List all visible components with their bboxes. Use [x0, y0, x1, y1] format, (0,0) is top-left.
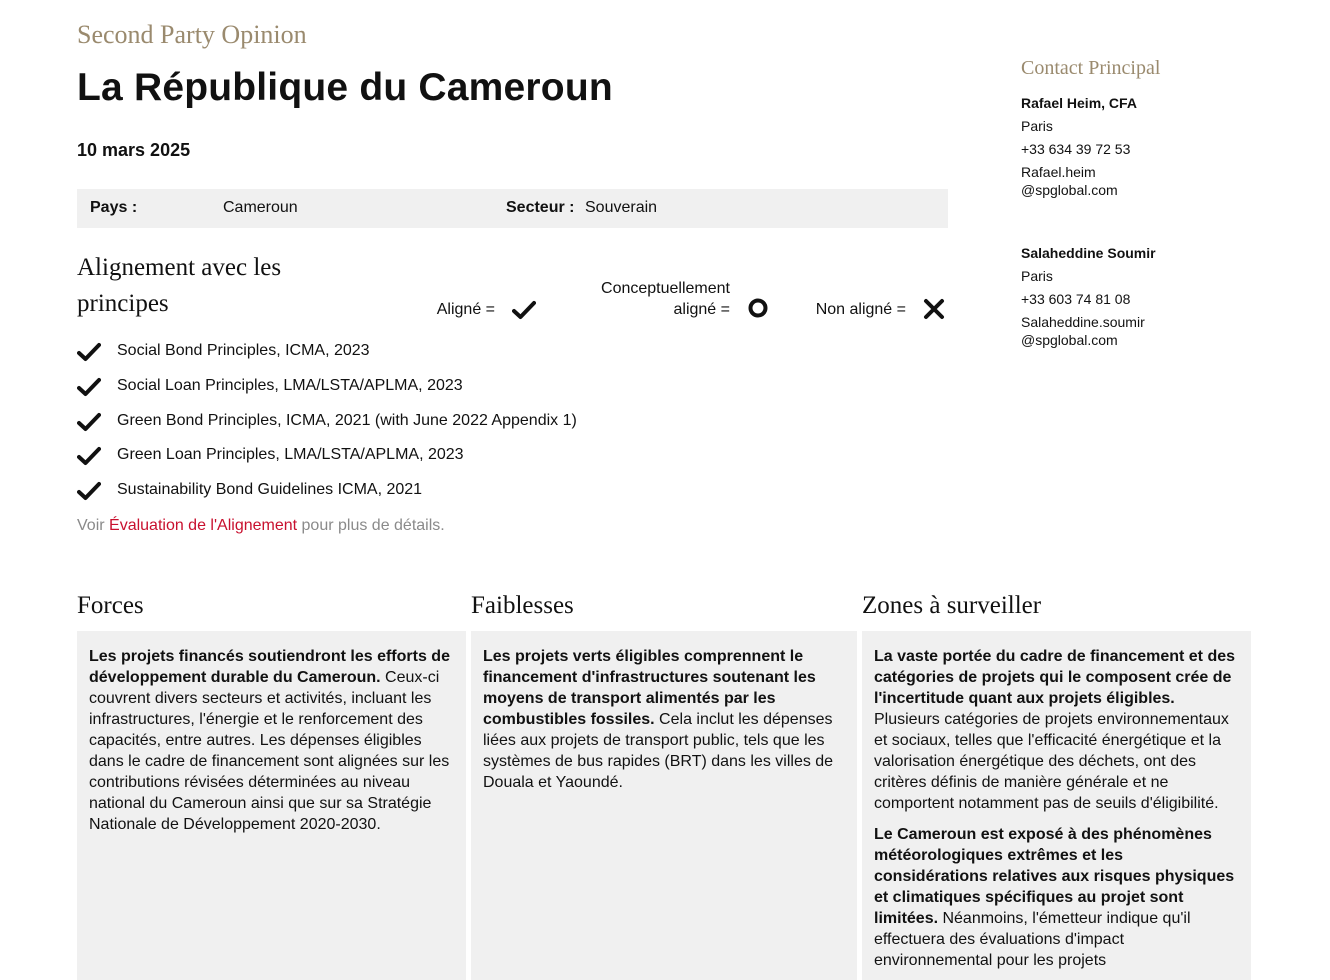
page-title: La République du Cameroun [77, 66, 613, 109]
contact-name: Salaheddine Soumir [1021, 245, 1156, 261]
country-label: Pays : [90, 199, 138, 216]
sector-label: Secteur : [506, 199, 575, 216]
alignment-heading-line1: Alignement avec les [77, 254, 282, 281]
faiblesses-paragraph [483, 646, 845, 793]
check-icon [77, 412, 101, 432]
contact-email-line1: Salaheddine.soumir [1021, 314, 1145, 330]
contact-phone[interactable]: +33 634 39 72 53 [1021, 141, 1131, 157]
zones-paragraph [874, 646, 1239, 814]
zones-heading: Zones à surveiller [862, 592, 1042, 619]
contact-email-line1: Rafael.heim [1021, 164, 1096, 180]
info-bar [77, 189, 948, 228]
list-item [77, 340, 577, 375]
list-item [77, 479, 577, 514]
principle-label: Green Bond Principles, ICMA, 2021 (with June 2022 Appendix 1) [117, 411, 577, 429]
faiblesses-panel [471, 631, 857, 980]
legend-not-aligned-label: Non aligné = [815, 301, 906, 318]
zones-text: Plusieurs catégories de projets environnementaux et sociaux, telles que l'efficacité énergétique et la valorisation énergétique des déchets, ont des critères définis de manière générale et ne comportent notamment pas de seuils d'éligibilité. [874, 711, 1229, 812]
zones-bold: Le Cameroun est exposé à des phénomènes météorologiques extrêmes et les considérations relatives aux risques physiques et climatiques spécifiques au projet sont limitées. [874, 826, 1235, 927]
contact-email[interactable] [1021, 313, 1156, 349]
contact-email-line2: @spglobal.com [1021, 182, 1118, 198]
list-item [77, 375, 577, 410]
contact-card [1021, 94, 1137, 199]
forces-text: Ceux-ci couvrent divers secteurs et activités, incluant les infrastructures, l'énergie et le renforcement des capacités, entre autres. Les dépenses éligibles dans le cadre de financement sont alignées sur les contributions révisées déterminées au niveau national du Cameroun ainsi que sur sa Stratégie Nationale de Développement 2020-2030. [89, 669, 450, 833]
more-suffix: pour plus de détails. [297, 517, 445, 534]
legend-aligned-label: Aligné = [436, 301, 495, 318]
cross-icon [923, 298, 945, 320]
check-icon [512, 300, 536, 320]
more-prefix: Voir [77, 517, 110, 534]
faiblesses-heading: Faiblesses [471, 592, 574, 619]
document-type: Second Party Opinion [77, 20, 307, 49]
principle-label: Social Bond Principles, ICMA, 2023 [117, 342, 370, 359]
more-details [77, 517, 445, 535]
forces-paragraph [89, 646, 454, 835]
forces-heading: Forces [77, 592, 144, 619]
contact-card [1021, 244, 1156, 349]
zones-bold: La vaste portée du cadre de financement et des catégories de projets qui le composent crée de l'incertitude quant aux projets éligibles. [874, 648, 1236, 707]
contact-name: Rafael Heim, CFA [1021, 95, 1137, 111]
faiblesses-text: Cela inclut les dépenses liées aux projets de transport public, tels que les systèmes de bus rapides (BRT) dans les villes de Douala et Yaoundé. [483, 711, 834, 791]
zones-text: Néanmoins, l'émetteur indique qu'il effectuera des évaluations d'impact environnemental pour les projets [874, 910, 1191, 969]
contact-heading: Contact Principal [1021, 57, 1161, 79]
faiblesses-bold: Les projets verts éligibles comprennent le financement d'infrastructures soutenant les moyens de transport alimentés par les combustibles fossiles. [483, 648, 816, 728]
principles-list [77, 340, 577, 514]
check-icon [77, 481, 101, 501]
alignment-heading [77, 250, 281, 322]
check-icon [77, 377, 101, 397]
contact-phone[interactable]: +33 603 74 81 08 [1021, 291, 1131, 307]
contact-city: Paris [1021, 118, 1053, 134]
forces-panel [77, 631, 466, 980]
legend-conceptual-line1: Conceptuellement [601, 280, 730, 297]
country-value: Cameroun [223, 199, 298, 216]
list-item [77, 444, 577, 479]
zones-paragraph [874, 824, 1239, 971]
principle-label: Green Loan Principles, LMA/LSTA/APLMA, 2023 [117, 446, 464, 464]
forces-bold: Les projets financés soutiendront les efforts de développement durable du Cameroun. [89, 648, 450, 686]
legend-conceptual-label [560, 278, 730, 320]
check-icon [77, 342, 101, 362]
legend-conceptual-line2: aligné = [673, 301, 730, 318]
contact-email[interactable] [1021, 163, 1137, 199]
list-item [77, 410, 577, 445]
contact-email-line2: @spglobal.com [1021, 332, 1118, 348]
sector-value: Souverain [585, 199, 658, 216]
check-icon [77, 446, 101, 466]
principle-label: Social Loan Principles, LMA/LSTA/APLMA, 2023 [117, 376, 463, 394]
circle-icon [747, 297, 769, 319]
principle-label: Sustainability Bond Guidelines ICMA, 2021 [117, 481, 423, 499]
contact-city: Paris [1021, 268, 1053, 284]
document-date: 10 mars 2025 [77, 140, 191, 160]
alignment-heading-line2: principes [77, 290, 169, 317]
alignment-assessment-link[interactable]: Évaluation de l'Alignement [109, 517, 298, 534]
zones-panel [862, 631, 1251, 980]
